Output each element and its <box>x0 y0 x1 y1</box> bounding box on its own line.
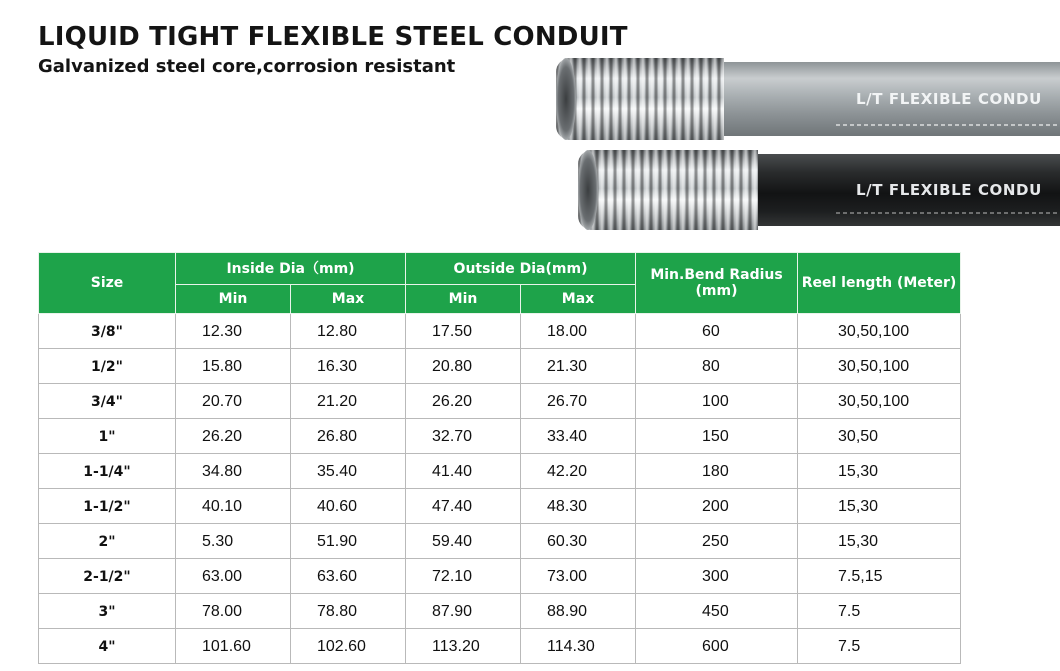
page-subtitle: Galvanized steel core,corrosion resistant <box>38 56 456 77</box>
cell-bend-radius: 450 <box>636 594 798 629</box>
cell-inside-min: 26.20 <box>176 419 291 454</box>
cell-outside-min: 113.20 <box>406 629 521 664</box>
black-conduit-print: L/T FLEXIBLE CONDU <box>856 181 1042 199</box>
cell-inside-max: 16.30 <box>291 349 406 384</box>
cell-outside-max: 21.30 <box>521 349 636 384</box>
cell-outside-max: 18.00 <box>521 314 636 349</box>
black-conduit-steel-core <box>578 150 758 230</box>
header-outside-min: Min <box>406 285 521 314</box>
cell-reel-length: 30,50,100 <box>798 349 961 384</box>
cell-inside-min: 101.60 <box>176 629 291 664</box>
cell-outside-max: 114.30 <box>521 629 636 664</box>
cell-size: 1" <box>39 419 176 454</box>
cell-bend-radius: 600 <box>636 629 798 664</box>
cell-reel-length: 15,30 <box>798 489 961 524</box>
cell-size: 4" <box>39 629 176 664</box>
gray-conduit-image <box>556 58 1060 140</box>
cell-inside-max: 40.60 <box>291 489 406 524</box>
cell-inside-max: 102.60 <box>291 629 406 664</box>
table-row <box>39 489 961 524</box>
cell-inside-min: 34.80 <box>176 454 291 489</box>
table-row <box>39 314 961 349</box>
cell-size: 3/8" <box>39 314 176 349</box>
cell-outside-min: 41.40 <box>406 454 521 489</box>
header-inside-max: Max <box>291 285 406 314</box>
header-outside-dia: Outside Dia(mm) <box>406 253 636 285</box>
cell-reel-length: 15,30 <box>798 524 961 559</box>
cell-reel-length: 7.5 <box>798 629 961 664</box>
cell-outside-max: 88.90 <box>521 594 636 629</box>
cell-reel-length: 15,30 <box>798 454 961 489</box>
cell-inside-min: 12.30 <box>176 314 291 349</box>
cell-size: 1/2" <box>39 349 176 384</box>
table-row <box>39 454 961 489</box>
cell-bend-radius: 100 <box>636 384 798 419</box>
table-row <box>39 524 961 559</box>
table-row <box>39 629 961 664</box>
cell-outside-max: 48.30 <box>521 489 636 524</box>
cell-bend-radius: 250 <box>636 524 798 559</box>
cell-outside-min: 72.10 <box>406 559 521 594</box>
cell-outside-min: 26.20 <box>406 384 521 419</box>
black-conduit-core-face <box>578 150 598 230</box>
cell-inside-max: 26.80 <box>291 419 406 454</box>
cell-outside-min: 17.50 <box>406 314 521 349</box>
table-row <box>39 419 961 454</box>
cell-inside-max: 51.90 <box>291 524 406 559</box>
cell-size: 2" <box>39 524 176 559</box>
header-size: Size <box>39 253 176 314</box>
cell-bend-radius: 150 <box>636 419 798 454</box>
cell-bend-radius: 300 <box>636 559 798 594</box>
spec-table <box>38 252 961 664</box>
cell-inside-max: 35.40 <box>291 454 406 489</box>
cell-outside-max: 33.40 <box>521 419 636 454</box>
header-bend-radius: Min.Bend Radius (mm) <box>636 253 798 314</box>
black-conduit-print-dots <box>836 212 1060 214</box>
header-reel-length: Reel length (Meter) <box>798 253 961 314</box>
cell-outside-min: 32.70 <box>406 419 521 454</box>
gray-conduit-print: L/T FLEXIBLE CONDU <box>856 90 1042 108</box>
cell-outside-max: 42.20 <box>521 454 636 489</box>
table-row <box>39 349 961 384</box>
gray-conduit-steel-core <box>556 58 724 140</box>
cell-outside-max: 73.00 <box>521 559 636 594</box>
cell-inside-max: 63.60 <box>291 559 406 594</box>
cell-bend-radius: 180 <box>636 454 798 489</box>
cell-inside-min: 15.80 <box>176 349 291 384</box>
cell-outside-max: 26.70 <box>521 384 636 419</box>
cell-inside-min: 5.30 <box>176 524 291 559</box>
cell-inside-min: 63.00 <box>176 559 291 594</box>
cell-size: 2-1/2" <box>39 559 176 594</box>
header-outside-max: Max <box>521 285 636 314</box>
header-inside-min: Min <box>176 285 291 314</box>
cell-outside-min: 59.40 <box>406 524 521 559</box>
cell-inside-min: 20.70 <box>176 384 291 419</box>
cell-bend-radius: 60 <box>636 314 798 349</box>
cell-inside-max: 21.20 <box>291 384 406 419</box>
cell-inside-min: 40.10 <box>176 489 291 524</box>
cell-outside-max: 60.30 <box>521 524 636 559</box>
cell-reel-length: 30,50,100 <box>798 314 961 349</box>
cell-reel-length: 7.5,15 <box>798 559 961 594</box>
cell-inside-max: 12.80 <box>291 314 406 349</box>
cell-bend-radius: 80 <box>636 349 798 384</box>
table-row <box>39 384 961 419</box>
cell-reel-length: 30,50 <box>798 419 961 454</box>
cell-outside-min: 20.80 <box>406 349 521 384</box>
gray-conduit-print-dots <box>836 124 1060 126</box>
cell-size: 1-1/4" <box>39 454 176 489</box>
gray-conduit-core-face <box>556 58 576 140</box>
spec-table-body <box>39 314 961 664</box>
black-conduit-image <box>578 150 1060 230</box>
spec-table-header <box>39 253 961 314</box>
cell-inside-max: 78.80 <box>291 594 406 629</box>
cell-bend-radius: 200 <box>636 489 798 524</box>
table-row <box>39 594 961 629</box>
cell-reel-length: 7.5 <box>798 594 961 629</box>
table-row <box>39 559 961 594</box>
cell-outside-min: 87.90 <box>406 594 521 629</box>
cell-inside-min: 78.00 <box>176 594 291 629</box>
cell-reel-length: 30,50,100 <box>798 384 961 419</box>
cell-size: 3" <box>39 594 176 629</box>
cell-size: 1-1/2" <box>39 489 176 524</box>
cell-size: 3/4" <box>39 384 176 419</box>
page-title: LIQUID TIGHT FLEXIBLE STEEL CONDUIT <box>38 22 628 52</box>
header-inside-dia: Inside Dia（mm) <box>176 253 406 285</box>
cell-outside-min: 47.40 <box>406 489 521 524</box>
